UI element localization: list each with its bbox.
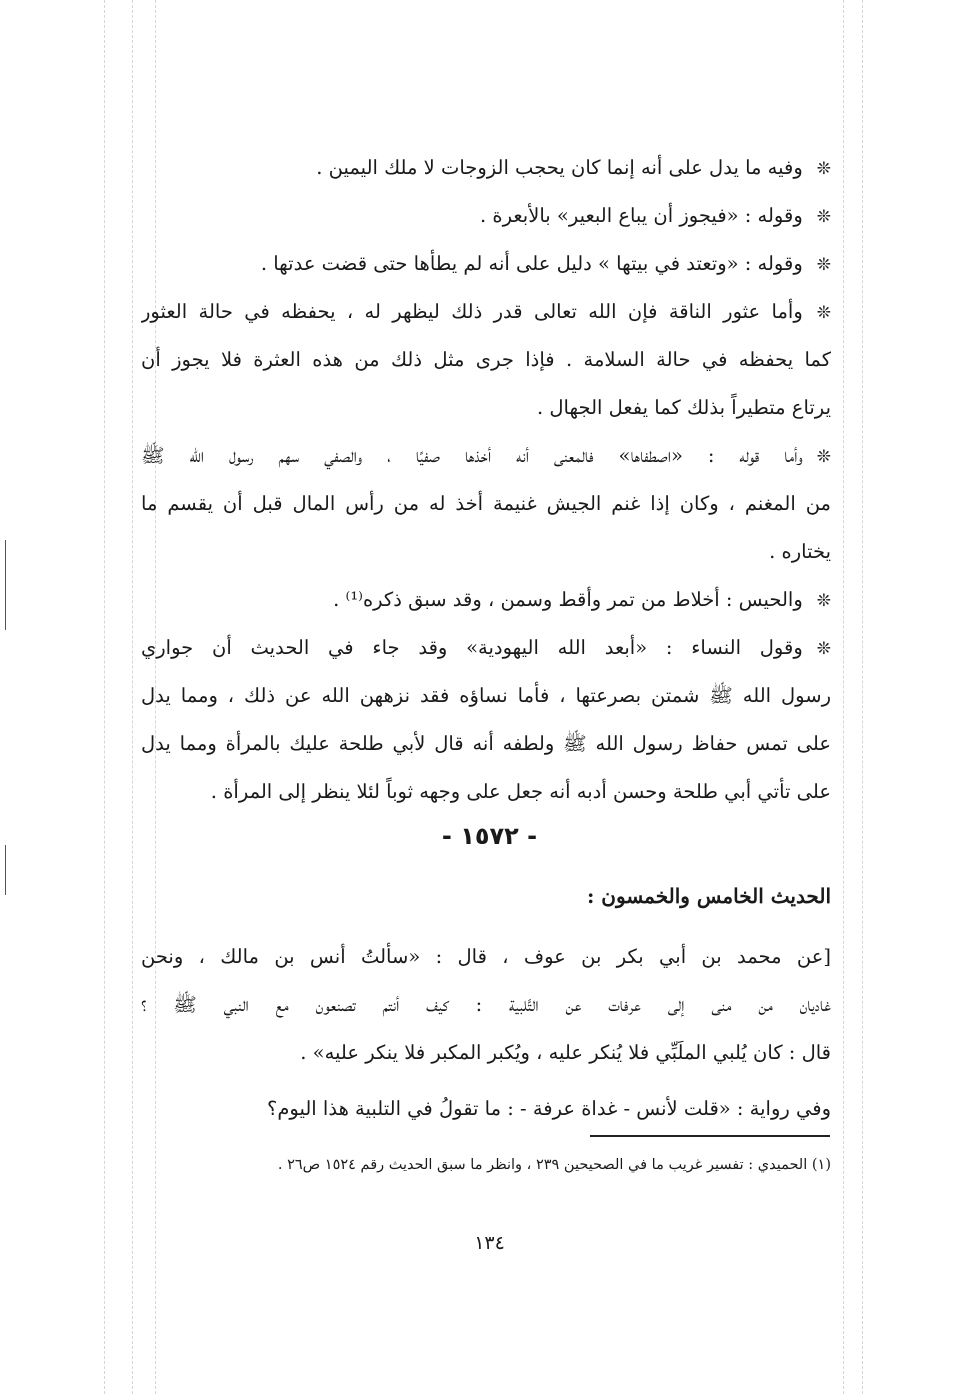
text-line: قال : كان يُلبي الملَبِّي فلا يُنكر عليه ، ويُكبر المكبر فلا ينكر عليه» . (300, 1041, 831, 1064)
text-line: وفي رواية : «قلت لأنس - غداة عرفة - : ما تقولُ في التلبية هذا اليوم؟ (266, 1097, 831, 1120)
asterisk-icon: ❊ (816, 255, 831, 275)
asterisk-icon: ❊ (816, 447, 831, 467)
asterisk-icon: ❊ (816, 207, 831, 227)
scan-guide-line (132, 0, 133, 1394)
hadith-heading: الحديث الخامس والخمسون : (586, 884, 831, 908)
text-line: [عن محمد بن أبي بكر بن عوف ، قال : «سألتُ أنس بن مالك ، ونحن (141, 945, 831, 968)
hadith-text-block (141, 933, 831, 1133)
text-line: من المغنم ، وكان إذا غنم الجيش غنيمة أخذ له من رأس المال قبل أن يقسم ما (141, 492, 831, 515)
scan-edge-mark (5, 540, 6, 630)
scan-guide-line (843, 0, 844, 1394)
commentary-block (141, 144, 831, 816)
scan-guide-line (862, 0, 863, 1394)
scan-edge-mark (5, 845, 6, 895)
asterisk-icon: ❊ (816, 303, 831, 323)
text-line: ❊وقوله : «فيجوز أن يباع البعير» بالأبعرة . (141, 192, 831, 240)
footnote-divider (590, 1135, 830, 1137)
text-line: على تمس حفاظ رسول الله ﷺ ولطفه أنه قال لأبي طلحة عليك بالمرأة ومما يدل (141, 732, 831, 755)
text-line: يرتاع متطيراً بذلك كما يفعل الجهال . (536, 396, 831, 419)
page-number: ١٣٤ (474, 1232, 505, 1254)
text-line: يختاره . (769, 540, 831, 563)
text-line: ❊وأما عثور الناقة فإن الله تعالى قدر ذلك ليظهر له ، يحفظه في حالة العثور (141, 288, 831, 336)
scan-guide-line (104, 0, 105, 1394)
footnote: (١) الحميدي : تفسير غريب ما في الصحيحين ٢٣٩ ، وانظر ما سبق الحديث رقم ١٥٢٤ ص٢٦ . (277, 1157, 831, 1173)
text-line: ❊وقوله : «وتعتد في بيتها » دليل على أنه لم يطأها حتى قضت عدتها . (141, 240, 831, 288)
text-line: ❊وفيه ما يدل على أنه إنما كان يحجب الزوجات لا ملك اليمين . (141, 144, 831, 192)
asterisk-icon: ❊ (816, 159, 831, 179)
hadith-number: - ١٥٧٢ - (441, 822, 538, 850)
asterisk-icon: ❊ (816, 639, 831, 659)
text-line: غاديان من منى إلى عرفات عن التَّلبية : كيف أنتم تصنعون مع النبي ﷺ ؟ (141, 993, 831, 1016)
text-line: ❊وقول النساء : «أبعد الله اليهودية» وقد جاء في الحديث أن جواري (141, 624, 831, 672)
text-line: على تأتي أبي طلحة وحسن أدبه أنه جعل على وجهه ثوباً لئلا ينظر إلى المرأة . (210, 780, 831, 803)
text-line: رسول الله ﷺ شمتن بصرعتها ، فأما نساؤه فقد نزههن الله عن ذلك ، ومما يدل (141, 684, 831, 707)
text-line: ❊وأما قوله : «اصطفاها» فالمعنى أنه أخذها صفيًا ، والصفي سهم رسول الله ﷺ (141, 432, 831, 480)
asterisk-icon: ❊ (816, 591, 831, 611)
text-line: كما يحفظه في حالة السلامة . فإذا جرى مثل ذلك من هذه العثرة فلا يجوز أن (141, 348, 831, 371)
text-line: ❊والحيس : أخلاط من تمر وأقط وسمن ، وقد سبق ذكره⁽¹⁾ . (141, 576, 831, 624)
